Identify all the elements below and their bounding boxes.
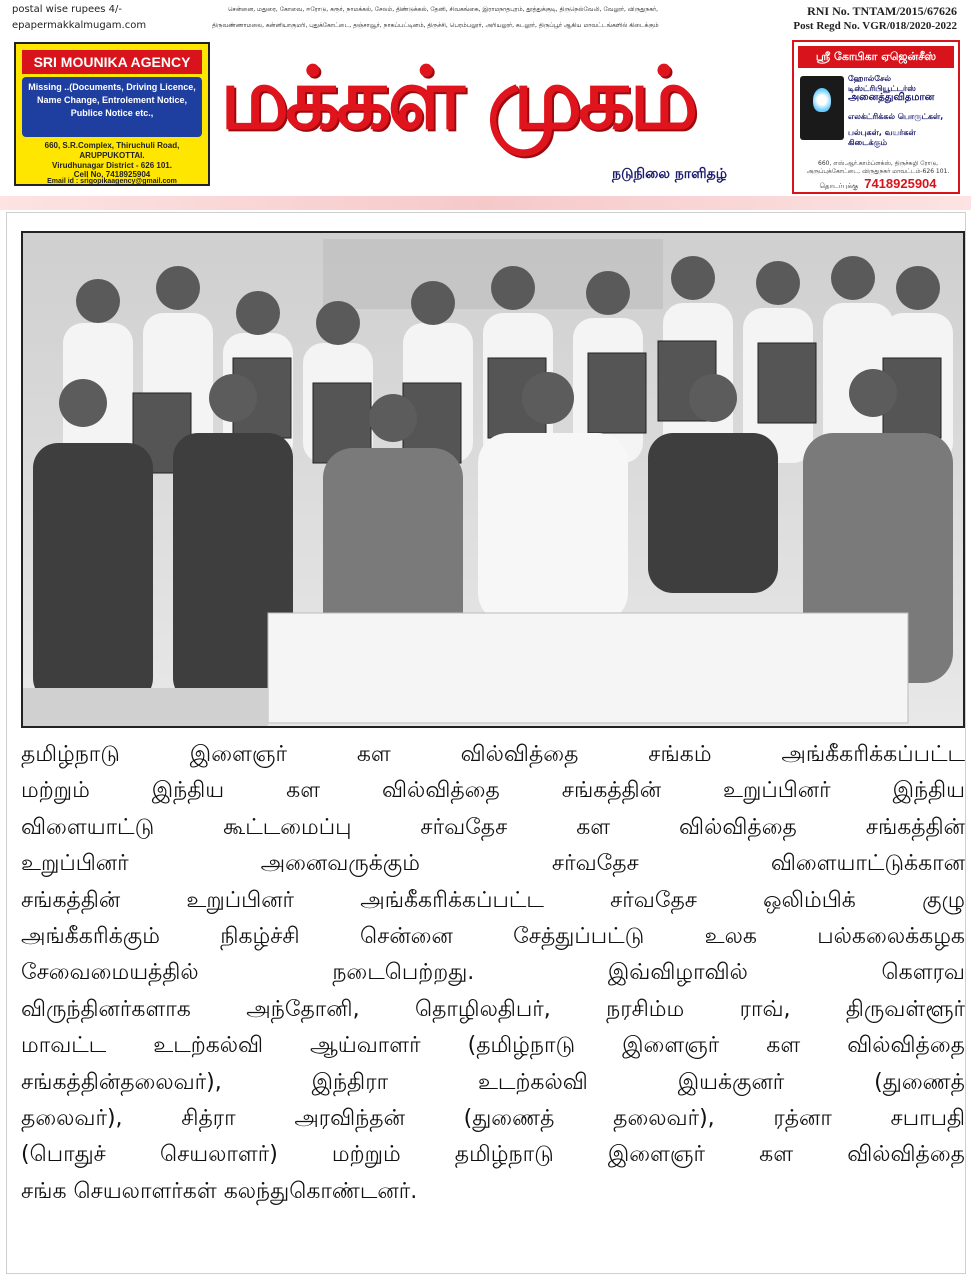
caption-line: மற்றும் இந்திய கள வில்வித்தை சங்கத்தின் உறுப்பினர் இந்திய xyxy=(21,778,965,804)
group-photo-illustration xyxy=(23,233,963,726)
caption-line: உறுப்பினர் அனைவருக்கும் சர்வதேச விளையாட்டுக்கான xyxy=(21,851,965,877)
rni-number: RNI No. TNTAM/2015/67626 xyxy=(807,4,957,18)
newspaper-tagline: நடுநிலை நாளிதழ் xyxy=(612,166,727,182)
agency-address-1: 660, S.R.Complex, Thiruchuli Road, xyxy=(44,141,180,150)
right-advertisement xyxy=(792,40,960,194)
agency-email: Email id : srigopikaagency@gmail.com xyxy=(47,178,177,185)
caption-line: அங்கீகரிக்கும் நிகழ்ச்சி சென்னை சேத்துப்பட்டு உலக பல்கலைக்கழக xyxy=(21,923,965,949)
left-advertisement xyxy=(14,42,210,186)
right-ad-line-1: ஹோல்சேல் டிஸ்ட்ரிபியூட்டர்ஸ் xyxy=(848,74,916,93)
right-ad-phone xyxy=(800,176,956,191)
price-text: postal wise rupees 4/- xyxy=(12,4,123,15)
masthead-rule xyxy=(0,196,971,210)
bulb-icon xyxy=(800,76,844,140)
right-ad-title: ஸ்ரீ கோபிகா ஏஜென்சீஸ் xyxy=(798,46,954,68)
caption-line: தமிழ்நாடு இளைஞர் கள வில்வித்தை சங்கம் அங்கீகரிக்கப்பட்ட xyxy=(21,742,965,767)
caption-line: சங்கத்தின்தலைவர்), இந்திரா உடற்கல்வி இயக்குனர் (துணைத் xyxy=(21,1069,965,1095)
caption-line: விளையாட்டு கூட்டமைப்பு சர்வதேச கள வில்வித்தை சங்கத்தின் xyxy=(21,814,965,840)
event-photo xyxy=(21,231,965,728)
caption-line: சங்கத்தின் உறுப்பினர் அங்கீகரிக்கப்பட்ட சர்வதேச ஒலிம்பிக் குழு xyxy=(21,887,965,913)
agency-notice: Missing ..(Documents, Driving Licence, Name Change, Entrolement Notice, Publice Notice etc., xyxy=(22,77,202,137)
right-ad-address: 660, எஸ்.ஆர்.காம்ப்ளக்ஸ், திருச்சுழி ரோடு, அருப்புக்கோட்டை, விருதுநகர் மாவட்டம்-626 101. xyxy=(806,160,950,175)
right-ad-line-3: எலக்ட்ரிக்கல் பொருட்கள், xyxy=(848,112,944,121)
caption-line: மாவட்ட உடற்கல்வி ஆய்வாளர் (தமிழ்நாடு இளைஞர் கள வில்வித்தை xyxy=(21,1033,965,1059)
phone-number: 7418925904 xyxy=(864,176,937,191)
caption-line: விருந்தினர்களாக அந்தோனி, தொழிலதிபர், நரசிம்ம ராவ், திருவள்ளூர் xyxy=(21,996,965,1022)
article-caption xyxy=(21,737,965,1210)
agency-cell: Cell No. 7418925904 xyxy=(73,170,151,179)
caption-line: சங்க செயலாளர்கள் கலந்துகொண்டனர். xyxy=(21,1178,418,1204)
phone-label: தொடர்புக்கு xyxy=(819,183,859,190)
agency-address-3: Virudhunagar District - 626 101. xyxy=(52,161,172,170)
news-article xyxy=(6,212,966,1274)
caption-line: சேவைமையத்தில் நடைபெற்றது. இவ்விழாவில் கௌரவ xyxy=(21,960,965,986)
agency-name: SRI MOUNIKA AGENCY xyxy=(22,50,202,74)
right-ad-line-4: பல்புகள், வயர்கள் கிடைக்கும் xyxy=(848,128,916,147)
cities-line-1: சென்னை, மதுரை, கோவை, ஈரோடு, கரூர், நாமக்கல், சேலம், திண்டுக்கல், தேனி, சிவகங்கை, இராமநாதபுரம், தூத்துக்குடி, திருநெல்வேலி, வேலூர், விருதுநகர், xyxy=(228,6,659,13)
masthead xyxy=(0,0,971,197)
website-text: epapermakkalmugam.com xyxy=(12,20,147,31)
agency-address-2: ARUPPUKOTTAI. xyxy=(79,151,145,160)
caption-line: தலைவர்), சித்ரா அரவிந்தன் (துணைத் தலைவர்), ரத்னா சபாபதி xyxy=(21,1105,965,1131)
postal-registration: Post Regd No. VGR/018/2020-2022 xyxy=(793,20,957,32)
caption-line: (பொதுச் செயலாளர்) மற்றும் தமிழ்நாடு இளைஞர் கள வில்வித்தை xyxy=(21,1142,965,1168)
cities-line-2: திருவண்ணாமலை, கன்னியாகுமரி, புதுக்கோட்டை, தஞ்சாவூர், நாகப்பட்டினம், திருச்சி, பெரம்பலூர், அரியலூர், கடலூர், திருப்பூர் ஆகிய மாவட்டங்களில் கிடைக்கும் xyxy=(212,22,659,29)
newspaper-logo: மக்கள் முகம் xyxy=(220,49,695,149)
right-ad-line-2: அனைத்துவிதமான xyxy=(848,92,935,103)
